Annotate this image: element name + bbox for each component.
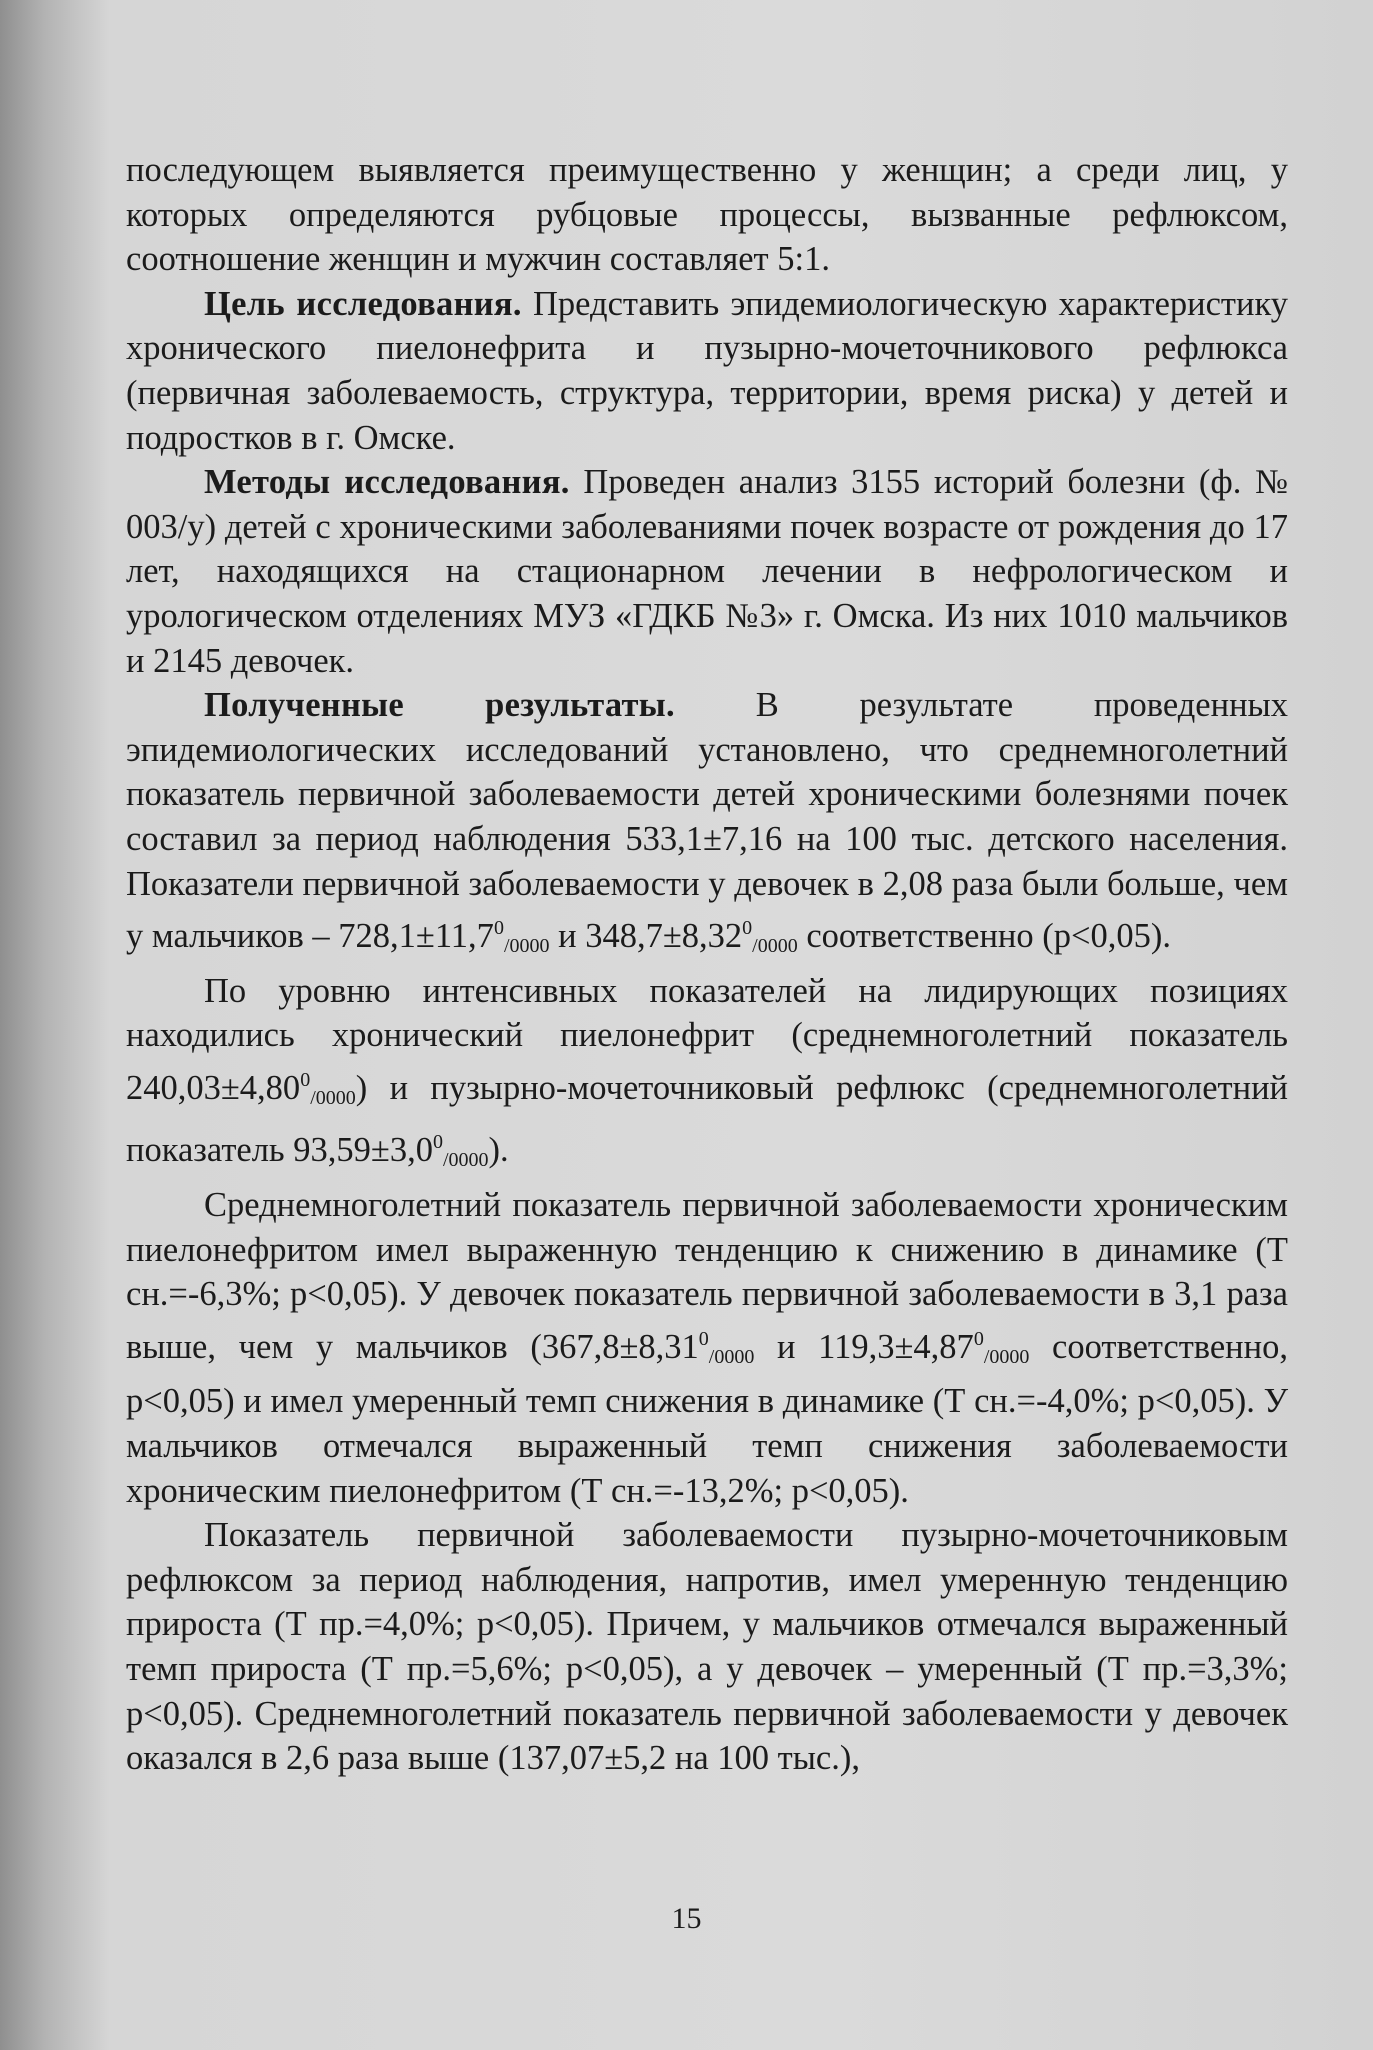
paragraph-4-text-a: В результате проведенных эпидемиологических исследований установлено, что среднемноголетний показатель первичной заболеваемости детей хроническими болезнями почек составил за период наблюдения 533,1±7,16 на 100 тыс. детского населения. Показатели первичной заболеваемости у девочек в 2,08 раза были больше, чем у мальчиков – 728,1±11,7 <box>126 686 1288 956</box>
paragraph-3 <box>126 460 1288 683</box>
paragraph-5-text-c: ). <box>488 1131 509 1170</box>
paragraph-7 <box>126 1513 1288 1781</box>
unit-superscript: 0 <box>493 917 504 940</box>
paragraph-4-text-c: соответственно (p<0,05). <box>797 917 1171 956</box>
paragraph-3-text: Проведен анализ 3155 историй болезни (ф. № 003/у) детей с хроническими заболеваниями почек возрасте от рождения до 17 лет, находящихся на стационарном лечении в нефрологическом и урологическом отделениях МУЗ «ГДКБ №3» г. Омска. Из них 1010 мальчиков и 2145 девочек. <box>126 463 1288 680</box>
paragraph-5-text-b: ) и пузырно-мочеточниковый рефлюкс (среднемноголетний показатель 93,59±3,0 <box>126 1068 1288 1170</box>
unit-subscript: /0000 <box>442 1149 489 1172</box>
paragraph-4-text-b: и 348,7±8,32 <box>549 917 743 956</box>
paragraph-7-text: Показатель первичной заболеваемости пузырно-мочеточниковым рефлюксом за период наблюдения, напротив, имел умеренную тенденцию прироста (Т пр.=4,0%; p<0,05). Причем, у мальчиков отмечался выраженный темп прироста (Т пр.=5,6%; p<0,05), а у девочек – умеренный (Т пр.=3,3%; p<0,05). Среднемноголетний показатель первичной заболеваемости у девочек оказался в 2,6 раза выше (137,07±5,2 на 100 тыс.), <box>126 1516 1288 1778</box>
paragraph-4 <box>126 683 1288 969</box>
unit-subscript: /0000 <box>708 1345 755 1368</box>
unit-superscript: 0 <box>973 1327 984 1350</box>
unit-subscript: /0000 <box>983 1345 1030 1368</box>
paragraph-2 <box>126 282 1288 460</box>
paragraph-5 <box>126 969 1288 1183</box>
page-number: 15 <box>671 1902 702 1935</box>
unit-superscript: 0 <box>742 917 753 940</box>
unit-subscript: /0000 <box>503 935 550 958</box>
paragraph-1-text: последующем выявляется преимущественно у женщин; а среди лиц, у которых определяются рубцовые процессы, вызванные рефлюксом, соотношение женщин и мужчин составляет 5:1. <box>126 151 1288 279</box>
paragraph-6-text-b: и 119,3±4,87 <box>754 1327 974 1366</box>
paragraph-6 <box>126 1183 1288 1513</box>
unit-subscript: /0000 <box>310 1086 356 1109</box>
body-text <box>126 148 1288 1781</box>
paragraph-5-text-a: По уровню интенсивных показателей на лидирующих позициях находились хронический пиелонефрит (среднемноголетний показатель 240,03±4,80 <box>126 971 1288 1107</box>
paragraph-2-text: Представить эпидемиологическую характеристику хронического пиелонефрита и пузырно-мочеточникового рефлюкса (первичная заболеваемость, структура, территории, время риска) у детей и подростков в г. Омске. <box>126 284 1288 457</box>
paragraph-6-text-c: соответственно, p<0,05) и имел умеренный темп снижения в динамике (Т сн.=-4,0%; p<0,05). У мальчиков отмечался выраженный темп снижения заболеваемости хроническим пиелонефритом (Т сн.=-13,2%; p<0,05). <box>126 1327 1288 1510</box>
unit-subscript: /0000 <box>752 935 798 958</box>
section-heading-methods: Методы исследования. <box>204 463 570 502</box>
paragraph-6-text-a: Среднемноголетний показатель первичной заболеваемости хроническим пиелонефритом имел выраженную тенденцию к снижению в динамике (Т сн.=-6,3%; p<0,05). У девочек показатель первичной заболеваемости в 3,1 раза выше, чем у мальчиков (367,8±8,31 <box>126 1186 1288 1366</box>
unit-superscript: 0 <box>698 1327 709 1350</box>
section-heading-aim: Цель исследования. <box>204 284 522 323</box>
unit-superscript: 0 <box>432 1131 443 1154</box>
paragraph-1 <box>126 148 1288 282</box>
unit-superscript: 0 <box>300 1068 311 1091</box>
section-heading-results: Полученные результаты. <box>204 686 675 725</box>
